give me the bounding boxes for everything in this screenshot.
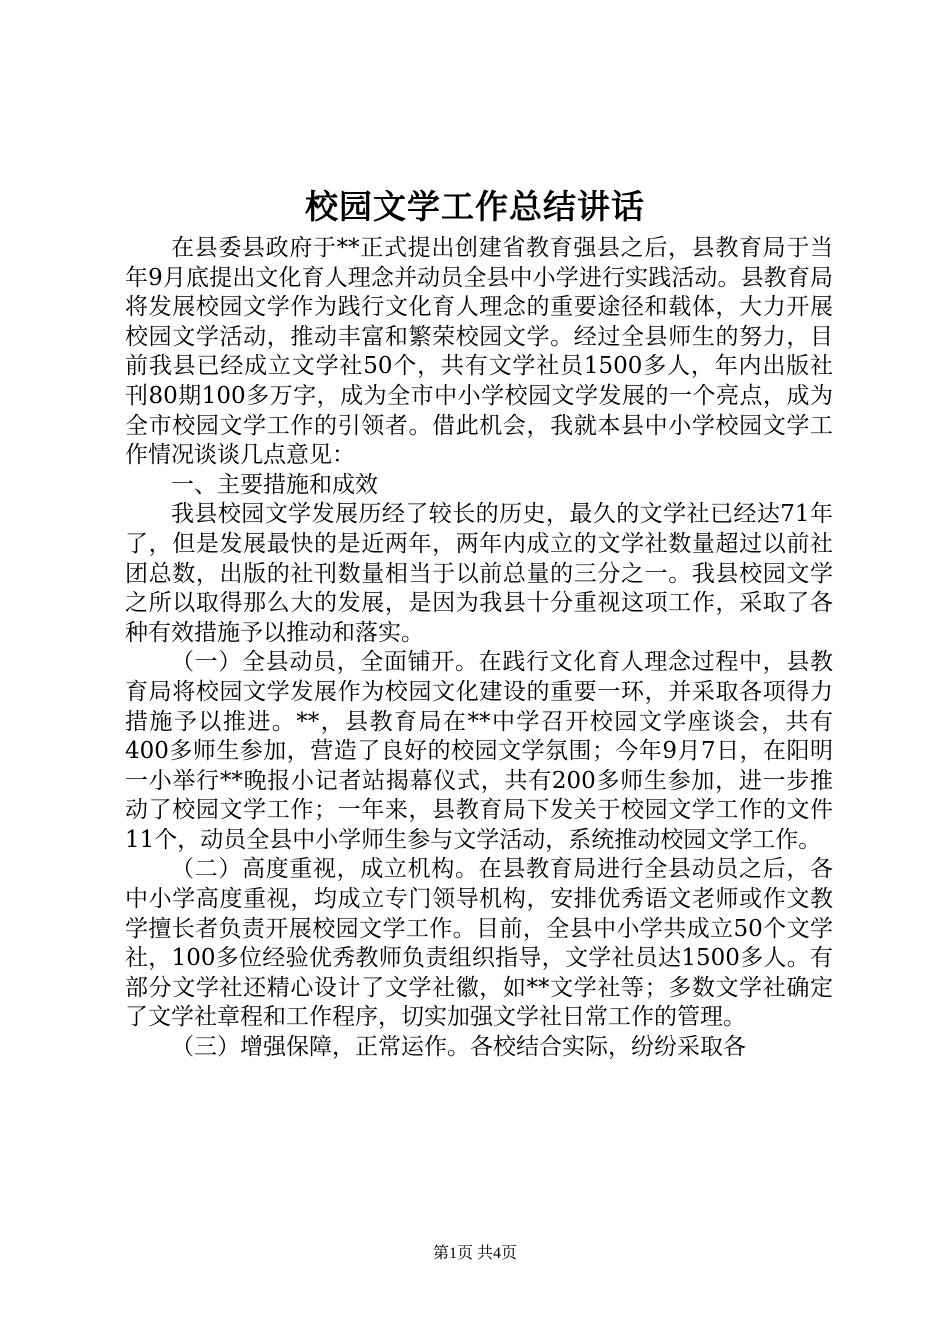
paragraph-intro: 在县委县政府于**正式提出创建省教育强县之后，县教育局于当年9月底提出文化育人理念并动员全县中小学进行实践活动。县教育局将发展校园文学作为践行文化育人理念的重要途径和载体，大力开展校园文学活动，推动丰富和繁荣校园文学。经过全县师生的努力，目前我县已经成立文学社50个，共有文学社员1500多人，年内出版社刊80期100多万字，成为全市中小学校园文学发展的一个亮点，成为全市校园文学工作的引领者。借此机会，我就本县中小学校园文学工作情况谈谈几点意见：	[125, 235, 833, 469]
paragraph-support: （三）增强保障，正常运作。各校结合实际，纷纷采取各	[171, 1034, 746, 1061]
paragraph-history: 我县校园文学发展历经了较长的历史，最久的文学社已经达71年了，但是发展最快的是近两年，两年内成立的文学社数量超过以前社团总数，出版的社刊数量相当于以前总量的三分之一。我县校园文学之所以取得那么大的发展，是因为我县十分重视这项工作，采取了各种有效措施予以推动和落实。	[125, 501, 833, 646]
page-footer: 第1页 共4页	[432, 1245, 517, 1262]
paragraph-organization: （二）高度重视，成立机构。在县教育局进行全县动员之后，各中小学高度重视，均成立专门领导机构，安排优秀语文老师或作文教学擅长者负责开展校园文学工作。目前，全县中小学共成立50个文学社，100多位经验优秀教师负责组织指导，文学社员达1500多人。有部分文学社还精心设计了文学社徽，如**文学社等；多数文学社确定了文学社章程和工作程序，切实加强文学社日常工作的管理。	[125, 856, 833, 1031]
document-title: 校园文学工作总结讲话	[305, 187, 645, 226]
section-heading-main-measures: 一、主要措施和成效	[171, 471, 378, 498]
paragraph-mobilization: （一）全县动员，全面铺开。在践行文化育人理念过程中，县教育局将校园文学发展作为校园文化建设的重要一环，并采取各项得力措施予以推进。**，县教育局在**中学召开校园文学座谈会，共有400多师生参加，营造了良好的校园文学氛围；今年9月7日，在阳明一小举行**晚报小记者站揭幕仪式，共有200多师生参加，进一步推动了校园文学工作；一年来，县教育局下发关于校园文学工作的文件11个，动员全县中小学师生参与文学活动，系统推动校园文学工作。	[125, 649, 833, 853]
document-body	[125, 234, 833, 1063]
